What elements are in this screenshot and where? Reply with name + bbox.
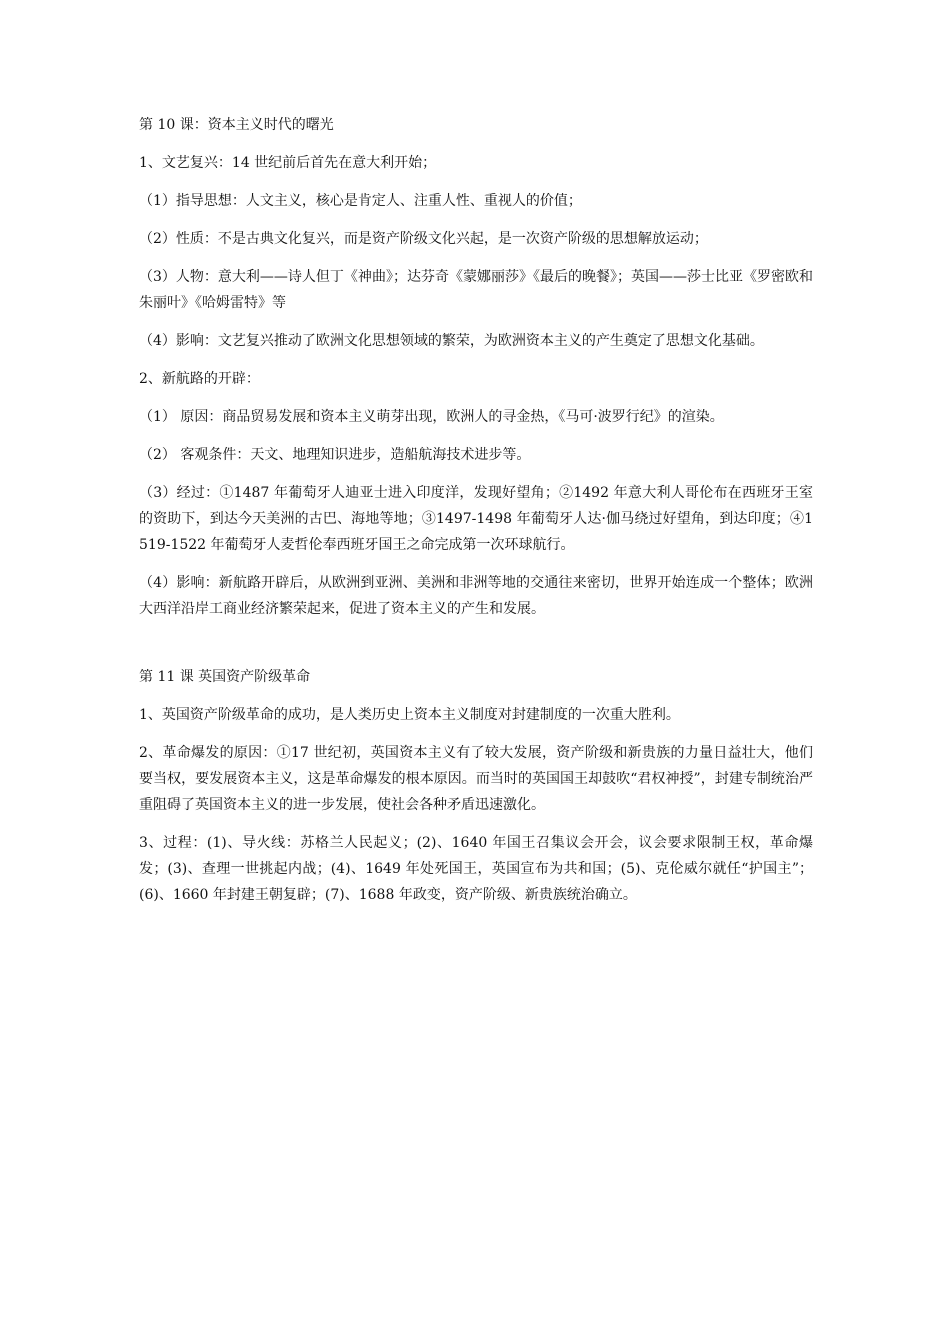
revolution-process: 3、过程：(1)、导火线：苏格兰人民起义；(2)、1640 年国王召集议会开会，议会要求限制王权，革命爆发；(3)、查理一世挑起内战；(4)、1649 年处死国王，英国宣布为共和国；(5)、克伦威尔就任“护国主”；(6)、1660 年封建王朝复辟；(7)、1688 年政变，资产阶级、新贵族统治确立。 xyxy=(139,835,813,903)
renaissance-nature: （2）性质：不是古典文化复兴，而是资产阶级文化兴起，是一次资产阶级的思想解放运动； xyxy=(139,231,708,247)
renaissance-guiding-thought: （1）指导思想：人文主义，核心是肯定人、注重人性、重视人的价值； xyxy=(139,193,582,209)
revolution-significance: 1、英国资产阶级革命的成功，是人类历史上资本主义制度对封建制度的一次重大胜利。 xyxy=(139,707,680,723)
new-routes-impact: （4）影响：新航路开辟后，从欧洲到亚洲、美洲和非洲等地的交通往来密切，世界开始连成一个整体；欧洲大西洋沿岸工商业经济繁荣起来，促进了资本主义的产生和发展。 xyxy=(139,575,813,617)
renaissance-figures: （3）人物：意大利——诗人但丁《神曲》；达芬奇《蒙娜丽莎》《最后的晚餐》；英国——莎士比亚《罗密欧和朱丽叶》《哈姆雷特》等 xyxy=(139,269,813,311)
new-routes-causes: （1） 原因：商品贸易发展和资本主义萌芽出现，欧洲人的寻金热，《马可·波罗行纪》的渲染。 xyxy=(139,409,724,425)
renaissance-impact: （4）影响：文艺复兴推动了欧洲文化思想领域的繁荣，为欧洲资本主义的产生奠定了思想文化基础。 xyxy=(139,333,764,349)
revolution-causes: 2、革命爆发的原因：①17 世纪初，英国资本主义有了较大发展，资产阶级和新贵族的力量日益壮大，他们要当权，要发展资本主义，这是革命爆发的根本原因。而当时的英国国王却鼓吹“君权神授”，封建专制统治严重阻碍了英国资本主义的进一步发展，使社会各种矛盾迅速激化。 xyxy=(139,745,813,813)
new-routes-heading: 2、新航路的开辟： xyxy=(139,371,260,387)
lesson-11-title: 第 11 课 英国资产阶级革命 xyxy=(139,669,311,685)
document-page xyxy=(139,112,813,908)
new-routes-process: （3）经过：①1487 年葡萄牙人迪亚士进入印度洋，发现好望角；②1492 年意大利人哥伦布在西班牙王室的资助下，到达今天美洲的古巴、海地等地；③1497-1498 年葡萄牙人达·伽马绕过好望角，到达印度；④1519-1522 年葡萄牙人麦哲伦奉西班牙国王之命完成第一次环球航行。 xyxy=(139,485,813,553)
lesson-10-title: 第 10 课：资本主义时代的曙光 xyxy=(139,117,334,133)
renaissance-heading: 1、文艺复兴：14 世纪前后首先在意大利开始； xyxy=(139,155,437,171)
new-routes-conditions: （2） 客观条件：天文、地理知识进步，造船航海技术进步等。 xyxy=(139,447,531,463)
